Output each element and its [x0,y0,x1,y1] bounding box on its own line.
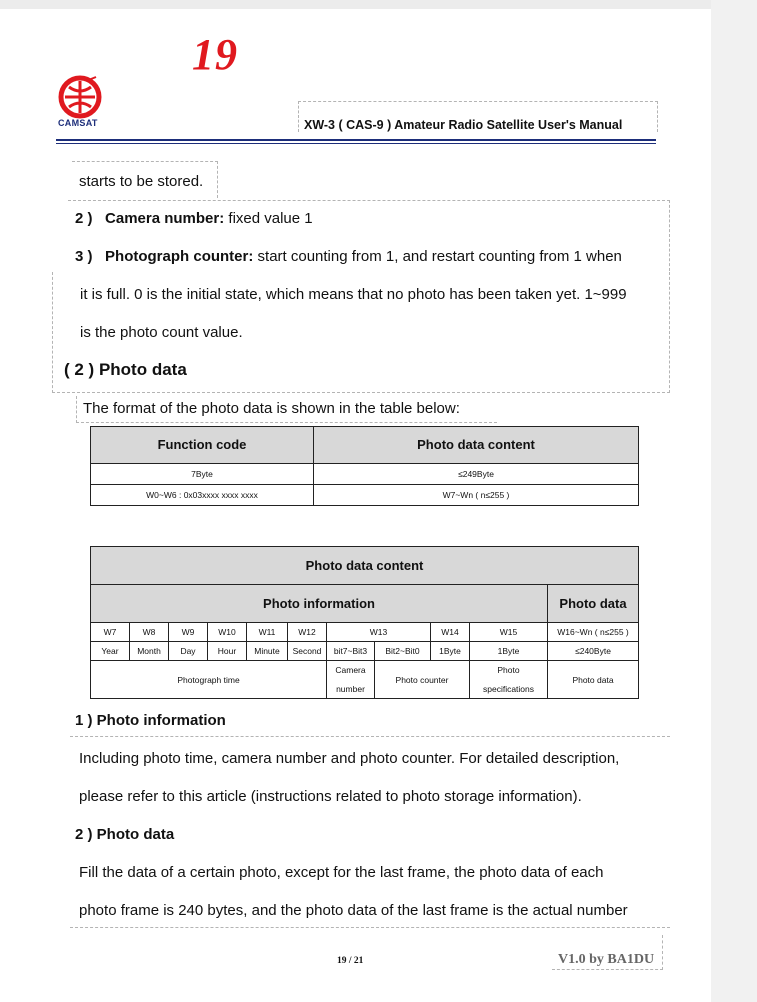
table2-desc-spec-1: Photo [497,665,520,675]
table2-field: 1Byte [470,642,548,661]
table1-header-function-code: Function code [91,427,314,464]
footer-version: V1.0 by BA1DU [558,952,655,967]
table2-group-data: Photo data [548,585,639,623]
table2-desc-time: Photograph time [91,661,327,699]
sub1-line2: please refer to this article (instructions related to photo storage information). [79,788,582,805]
table2-word: W16~Wn ( n≤255 ) [548,623,639,642]
table1-cell: W0~W6 : 0x03xxxx xxxx xxxx [91,485,314,506]
item3-line2: it is full. 0 is the initial state, which means that no photo has been taken yet. 1~999 [80,286,627,303]
viewer-top-bar [0,0,757,9]
table2-desc-data: Photo data [548,661,639,699]
table2-field: Second [288,642,327,661]
item2-label: Camera number: [105,210,225,227]
table2-desc-counter: Photo counter [375,661,470,699]
logo-text: CAMSAT [58,118,98,128]
table2-field: Month [130,642,169,661]
sub2-line1: Fill the data of a certain photo, except for the last frame, the photo data of each [79,864,604,881]
table2-field: 1Byte [431,642,470,661]
item3-label: Photograph counter: [105,248,254,265]
table2-word: W12 [288,623,327,642]
table2-desc-spec [470,661,548,699]
table2-field: ≤240Byte [548,642,639,661]
table2-word: W7 [91,623,130,642]
table2-field: Year [91,642,130,661]
table2-word: W10 [208,623,247,642]
table2-group-info: Photo information [91,585,548,623]
section-heading-photo-data: ( 2 ) Photo data [64,360,187,379]
item3-prefix: 3 ) [75,248,93,265]
item3-line3: is the photo count value. [80,324,243,341]
item-camera-number [75,210,313,228]
header-rule [56,139,656,141]
table2-desc-camera [327,661,375,699]
item-photo-counter [75,248,622,266]
document-page [0,9,711,1002]
table2-desc-camera-1: Camera [335,665,366,675]
sub2-line2: photo frame is 240 bytes, and the photo data of the last frame is the actual number [79,902,628,919]
header-rule-thin [56,143,656,144]
table2-word: W11 [247,623,288,642]
table2-field: Hour [208,642,247,661]
table2-word: W14 [431,623,470,642]
sub1-line1: Including photo time, camera number and photo counter. For detailed description, [79,750,620,767]
item2-prefix: 2 ) [75,210,93,227]
table1-header-content: Photo data content [314,427,639,464]
table2-word: W9 [169,623,208,642]
footer-page-number: 19 / 21 [337,956,364,966]
table2-field: Day [169,642,208,661]
line-stored: starts to be stored. [79,173,204,190]
table2-title: Photo data content [91,547,639,585]
manual-title: XW-3 ( CAS-9 ) Amateur Radio Satellite User's Manual [304,118,623,132]
table1-cell: 7Byte [91,464,314,485]
table2-desc-spec-2: specifications [482,684,535,694]
sub-heading-photo-information: 1 ) Photo information [75,712,226,729]
function-code-table [90,426,639,506]
viewer-side-panel [711,0,757,1002]
table2-word: W8 [130,623,169,642]
table2-field: Bit2~Bit0 [375,642,431,661]
table2-desc-camera-2: number [336,684,365,694]
table1-cell: ≤249Byte [314,464,639,485]
camsat-logo-icon [56,75,108,119]
photo-data-table [90,546,639,699]
item3-text: start counting from 1, and restart counting from 1 when [253,248,622,265]
sub-heading-photo-data: 2 ) Photo data [75,826,175,843]
item2-text: fixed value 1 [224,210,313,227]
table2-word: W13 [327,623,431,642]
table2-word: W15 [470,623,548,642]
table-intro: The format of the photo data is shown in the table below: [83,400,460,417]
table2-field: bit7~Bit3 [327,642,375,661]
table2-field: Minute [247,642,288,661]
page-number-large: 19 [192,30,238,79]
table1-cell: W7~Wn ( n≤255 ) [314,485,639,506]
title-frame [298,101,658,132]
